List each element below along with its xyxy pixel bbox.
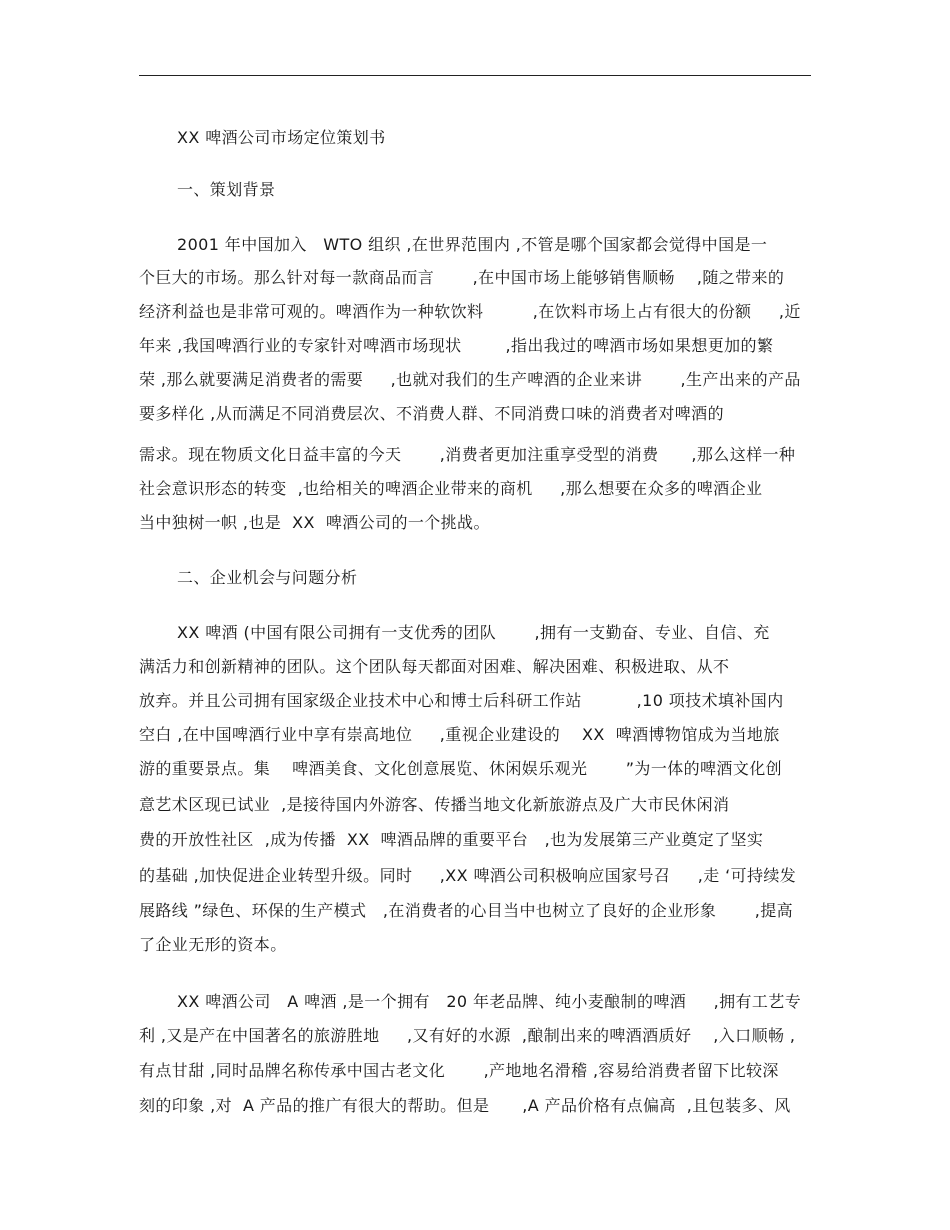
paragraph-line: 当中独树一帜 ,也是 XX 啤酒公司的一个挑战。 [139, 513, 490, 532]
paragraph-line: 荣 ,那么就要满足消费者的需要 ,也就对我们的生产啤酒的企业来讲 ,生产出来的产品 [139, 370, 801, 389]
paragraph-line: 空白 ,在中国啤酒行业中享有崇高地位 ,重视企业建设的 XX 啤酒博物馆成为当地旅 [139, 725, 780, 744]
section-heading-1: 一、策划背景 [177, 180, 276, 199]
paragraph-line: 有点甘甜 ,同时品牌名称传承中国古老文化 ,产地地名滑稽 ,容易给消费者留下比较深 [139, 1061, 779, 1080]
paragraph-line: 利 ,又是产在中国著名的旅游胜地 ,又有好的水源 ,酿制出来的啤酒酒质好 ,入口顺畅 , [139, 1026, 796, 1045]
paragraph-line: 放弃。并且公司拥有国家级企业技术中心和博士后科研工作站 ,10 项技术填补国内 [139, 691, 784, 710]
paragraph-line: 费的开放性社区 ,成为传播 XX 啤酒品牌的重要平台 ,也为发展第三产业奠定了坚实 [139, 830, 764, 849]
paragraph-line: 的基础 ,加快促进企业转型升级。同时 ,XX 啤酒公司积极响应国家号召 ,走 ‘可持续发 [139, 866, 797, 885]
paragraph-line: 游的重要景点。集 啤酒美食、文化创意展览、休闲娱乐观光 ”为一体的啤酒文化创 [139, 759, 783, 778]
paragraph-line: 意艺术区现已试业 ,是接待国内外游客、传播当地文化新旅游点及广大市民休闲消 [139, 795, 730, 814]
paragraph-line: 个巨大的市场。那么针对每一款商品而言 ,在中国市场上能够销售顺畅 ,随之带来的 [139, 268, 785, 287]
header-rule [139, 75, 811, 76]
section-heading-2: 二、企业机会与问题分析 [177, 568, 358, 587]
paragraph-line: 2001 年中国加入 WTO 组织 ,在世界范围内 ,不管是哪个国家都会觉得中国是一 [177, 235, 768, 254]
paragraph-line: 展路线 ”绿色、环保的生产模式 ,在消费者的心目当中也树立了良好的企业形象 ,提高 [139, 901, 794, 920]
paragraph-line: 满活力和创新精神的团队。这个团队每天都面对困难、解决困难、积极进取、从不 [139, 657, 730, 676]
paragraph-line: 要多样化 ,从而满足不同消费层次、不消费人群、不同消费口味的消费者对啤酒的 [139, 404, 724, 423]
paragraph-line: XX 啤酒 (中国有限公司拥有一支优秀的团队 ,拥有一支勤奋、专业、自信、充 [177, 623, 770, 642]
paragraph-line: 需求。现在物质文化日益丰富的今天 ,消费者更加注重享受型的消费 ,那么这样一种 [139, 445, 796, 464]
document-title: XX 啤酒公司市场定位策划书 [177, 128, 386, 147]
paragraph-line: 了企业无形的资本。 [139, 935, 287, 954]
paragraph-line: 刻的印象 ,对 A 产品的推广有很大的帮助。但是 ,A 产品价格有点偏高 ,且包装多、风 [139, 1096, 791, 1115]
paragraph-line: 经济利益也是非常可观的。啤酒作为一种软饮料 ,在饮料市场上占有很大的份额 ,近 [139, 302, 801, 321]
paragraph-line: 年来 ,我国啤酒行业的专家针对啤酒市场现状 ,指出我过的啤酒市场如果想更加的繁 [139, 336, 774, 355]
paragraph-line: 社会意识形态的转变 ,也给相关的啤酒企业带来的商机 ,那么想要在众多的啤酒企业 [139, 479, 763, 498]
paragraph-line: XX 啤酒公司 A 啤酒 ,是一个拥有 20 年老品牌、纯小麦酿制的啤酒 ,拥有工艺专 [177, 992, 802, 1011]
